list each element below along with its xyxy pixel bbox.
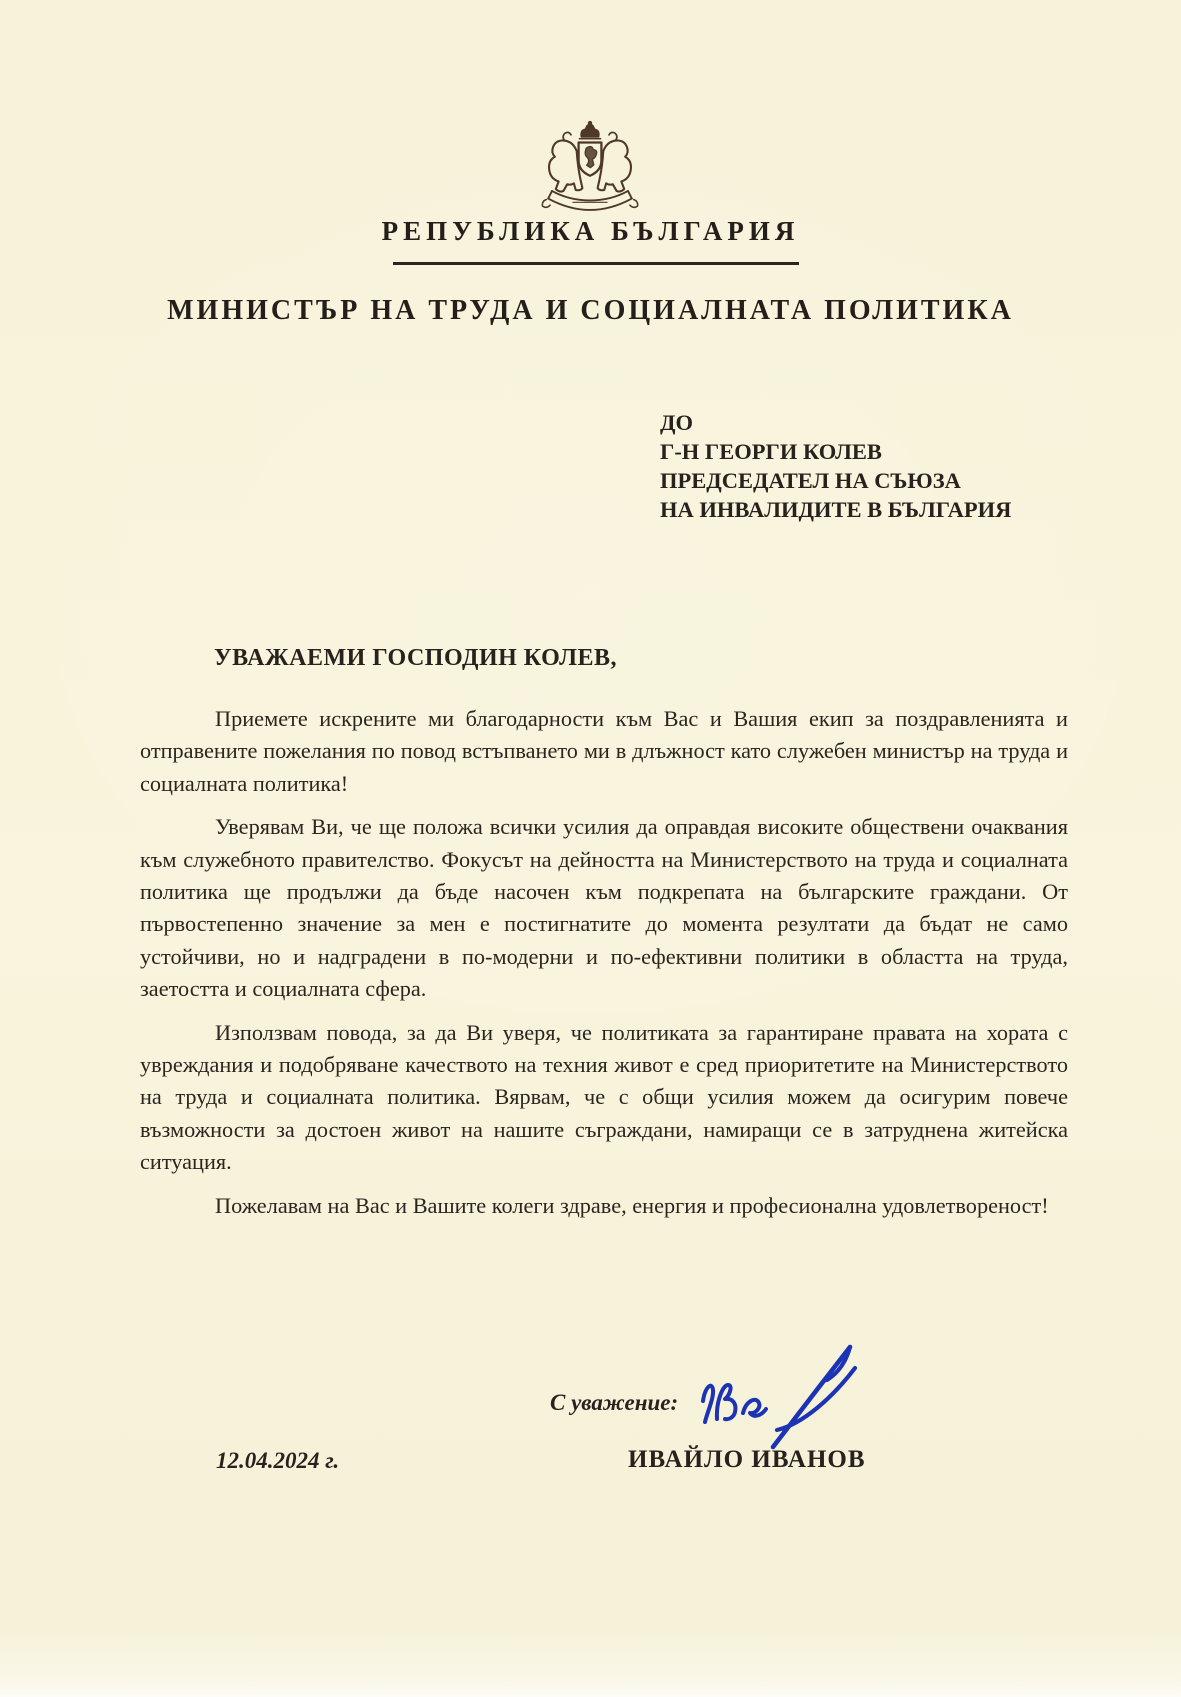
salutation: УВАЖАЕМИ ГОСПОДИН КОЛЕВ,	[214, 645, 617, 671]
recipient-block	[660, 408, 1011, 524]
header-office-title: МИНИСТЪР НА ТРУДА И СОЦИАЛНАТА ПОЛИТИКА	[167, 295, 1014, 326]
recipient-line-title2: НА ИНВАЛИДИТЕ В БЪЛГАРИЯ	[660, 497, 1012, 522]
signer-name: ИВАЙЛО ИВАНОВ	[628, 1446, 866, 1473]
paragraph-3: Използвам повода, за да Ви уверя, че политиката за гарантиране правата на хората с увреждания и подобряване качеството на техния живот е сред приоритетите на Министерството на труда и социалната политика. Вярвам, че с общи усилия можем да осигурим повече възможности за достоен живот на нашите съграждани, намиращи се в затруднена житейска ситуация.	[140, 1019, 1068, 1175]
signature-ink-icon	[693, 1335, 871, 1457]
paragraph-2: Уверявам Ви, че ще положа всички усилия да оправдая високите обществени очаквания към служебното правителство. Фокусът на дейността на Министерството на труда и социалната политика ще продължи да бъде насочен към подкрепата на българските граждани. От първостепенно значение за мен е постигнатите до момента резултати да бъдат не само устойчиви, но и надградени в по-модерни и по-ефективни политики в областта на труда, заетостта и социалната сфера.	[140, 814, 1068, 1002]
valediction-label: С уважение:	[550, 1390, 679, 1415]
recipient-line-to: ДО	[660, 410, 693, 435]
header-country: РЕПУБЛИКА БЪЛГАРИЯ	[381, 216, 800, 246]
header-divider	[393, 262, 799, 265]
letter-body	[140, 703, 1068, 1233]
scan-bottom-edge	[0, 1685, 1181, 1697]
paragraph-4: Пожелавам на Вас и Вашите колеги здраве, енергия и професионална удовлетвореност!	[215, 1192, 1049, 1218]
recipient-line-title1: ПРЕДСЕДАТЕЛ НА СЪЮЗА	[660, 468, 961, 493]
date-line: 12.04.2024 г.	[216, 1448, 340, 1473]
bulgaria-coat-of-arms-icon	[533, 118, 647, 224]
recipient-line-name: Г-Н ГЕОРГИ КОЛЕВ	[660, 439, 882, 464]
paragraph-1: Приемете искрените ми благодарности към Вас и Вашия екип за поздравленията и отправените пожелания по повод встъпването ми в длъжност като служебен министър на труда и социалната политика!	[140, 706, 1068, 796]
